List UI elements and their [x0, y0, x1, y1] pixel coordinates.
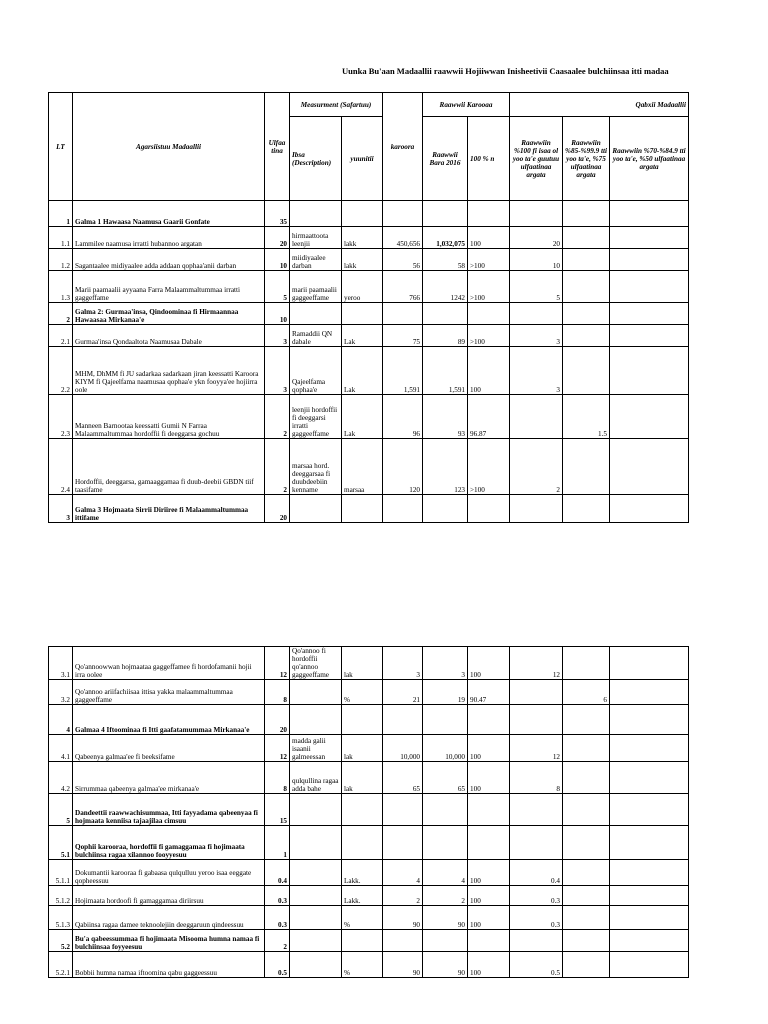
row-qabxii-70	[610, 680, 689, 705]
row-ibsa	[290, 826, 342, 860]
row-raawwii: 58	[423, 249, 468, 271]
row-dhibbeentaa	[468, 303, 510, 325]
row-agarsiistuu: Dandeettii raawwachisummaa, Itti fayyadama qabeenyaa fi hojmaata kenniisa tajaajilaa cimsuu	[73, 794, 265, 826]
row-yuunitii: marsaa	[342, 439, 383, 495]
table-row	[49, 906, 689, 930]
row-raawwii: 19	[423, 680, 468, 705]
header-yuunitii: yuunitii	[342, 117, 383, 201]
row-ulfaatina: 5	[265, 271, 290, 303]
row-qabxii-85	[563, 271, 610, 303]
row-ulfaatina: 1	[265, 826, 290, 860]
row-qabxii-70	[610, 227, 689, 249]
row-raawwii: 89	[423, 325, 468, 347]
table-row	[49, 227, 689, 249]
row-qabxii-100: 0.4	[510, 860, 563, 886]
row-qabxii-85: 6	[563, 680, 610, 705]
row-lt: 1.3	[49, 271, 73, 303]
row-qabxii-70	[610, 495, 689, 523]
row-dhibbeentaa: 90.47	[468, 680, 510, 705]
row-ulfaatina: 20	[265, 227, 290, 249]
row-karoora: 90	[383, 952, 423, 978]
row-dhibbeentaa: >100	[468, 325, 510, 347]
header-ibsa: Ibsa (Description)	[290, 117, 342, 201]
row-qabxii-100: 5	[510, 271, 563, 303]
row-agarsiistuu: Galma 2: Gurmaa'insa, Qindoominaa fi Hirmaannaa Hawaasaa Mirkanaa'e	[73, 303, 265, 325]
row-yuunitii: yeroo	[342, 271, 383, 303]
row-karoora: 120	[383, 439, 423, 495]
row-ulfaatina: 10	[265, 249, 290, 271]
section-row	[49, 705, 689, 735]
header-agarsiistuu: Agarsiistuu Madaallii	[73, 93, 265, 201]
row-yuunitii	[342, 303, 383, 325]
row-qabxii-85	[563, 325, 610, 347]
row-karoora: 21	[383, 680, 423, 705]
row-ulfaatina: 35	[265, 201, 290, 227]
row-lt: 4	[49, 705, 73, 735]
row-karoora: 56	[383, 249, 423, 271]
row-lt: 4.1	[49, 735, 73, 762]
row-raawwii: 93	[423, 395, 468, 439]
row-dhibbeentaa	[468, 794, 510, 826]
row-dhibbeentaa: 100	[468, 647, 510, 680]
row-yuunitii: Lak	[342, 347, 383, 395]
row-qabxii-70	[610, 271, 689, 303]
row-ulfaatina: 2	[265, 930, 290, 952]
table-row	[49, 271, 689, 303]
row-yuunitii: Lak	[342, 325, 383, 347]
row-agarsiistuu: Gurmaa'insa Qondaaltota Naamusaa Dabale	[73, 325, 265, 347]
row-ulfaatina: 20	[265, 705, 290, 735]
row-karoora: 65	[383, 762, 423, 794]
row-karoora: 4	[383, 860, 423, 886]
row-ibsa	[290, 952, 342, 978]
row-raawwii: 90	[423, 952, 468, 978]
row-yuunitii	[342, 794, 383, 826]
row-qabxii-70	[610, 906, 689, 930]
row-raawwii	[423, 495, 468, 523]
row-dhibbeentaa: 100	[468, 762, 510, 794]
row-qabxii-100	[510, 930, 563, 952]
row-agarsiistuu: Hojimaata hordoofi fi gamaggamaa diriirsuu	[73, 886, 265, 906]
row-qabxii-85	[563, 826, 610, 860]
row-qabxii-85	[563, 952, 610, 978]
row-karoora: 2	[383, 886, 423, 906]
row-qabxii-85	[563, 705, 610, 735]
row-dhibbeentaa	[468, 826, 510, 860]
table-row	[49, 395, 689, 439]
row-raawwii: 123	[423, 439, 468, 495]
row-ibsa: leenjii hordoffii fi deeggarsi irratti gaggeeffame	[290, 395, 342, 439]
row-ulfaatina: 20	[265, 495, 290, 523]
section-row	[49, 826, 689, 860]
score-table-bottom	[48, 646, 689, 978]
row-yuunitii: lakk	[342, 227, 383, 249]
header-qabxii-100: Raawwiin %100 fi isaa ol yoo ta'e guutuu ulfaatinaa argata	[510, 117, 563, 201]
row-karoora: 96	[383, 395, 423, 439]
row-ibsa	[290, 906, 342, 930]
row-qabxii-85	[563, 860, 610, 886]
row-yuunitii	[342, 705, 383, 735]
row-qabxii-100	[510, 395, 563, 439]
row-qabxii-70	[610, 347, 689, 395]
row-lt: 2	[49, 303, 73, 325]
row-ulfaatina: 2	[265, 395, 290, 439]
row-ibsa: marsaa hord. deeggarsaa fi duubdeebiin kenname	[290, 439, 342, 495]
row-karoora: 1,591	[383, 347, 423, 395]
row-ulfaatina: 3	[265, 347, 290, 395]
row-agarsiistuu: Bobbii humna namaa iftoomina qabu gaggeessuu	[73, 952, 265, 978]
row-raawwii	[423, 826, 468, 860]
row-ulfaatina: 15	[265, 794, 290, 826]
row-qabxii-85	[563, 762, 610, 794]
row-raawwii: 4	[423, 860, 468, 886]
row-qabxii-85	[563, 906, 610, 930]
row-ibsa: Ramaddii QN dabale	[290, 325, 342, 347]
row-dhibbeentaa: 100	[468, 347, 510, 395]
row-agarsiistuu: Manneen Barnootaa keessatti Gumii N Farraa Malaammaltummaa hordoffii fi deeggarsa gochuu	[73, 395, 265, 439]
row-raawwii	[423, 794, 468, 826]
row-raawwii	[423, 930, 468, 952]
row-qabxii-100: 20	[510, 227, 563, 249]
row-karoora	[383, 495, 423, 523]
table-row	[49, 762, 689, 794]
row-qabxii-85	[563, 303, 610, 325]
row-qabxii-70	[610, 249, 689, 271]
row-yuunitii: lak	[342, 647, 383, 680]
row-qabxii-70	[610, 860, 689, 886]
row-ibsa: Qajeelfama qophaa'e	[290, 347, 342, 395]
row-qabxii-85	[563, 794, 610, 826]
row-qabxii-100	[510, 201, 563, 227]
row-agarsiistuu: MHM, DhMM fi JU sadarkaa sadarkaan jiran keessatti Karoora KIYM fi Qajeelfama naamusaa qophaa'e ykn fooyya'ee hojiirra oole	[73, 347, 265, 395]
header-qabxii: Qabxii Madaallii	[510, 93, 689, 117]
row-qabxii-100: 0.3	[510, 906, 563, 930]
row-ibsa	[290, 680, 342, 705]
row-dhibbeentaa	[468, 705, 510, 735]
row-karoora: 75	[383, 325, 423, 347]
row-ibsa: qulqullina ragaa adda bahe	[290, 762, 342, 794]
row-qabxii-70	[610, 735, 689, 762]
row-yuunitii	[342, 495, 383, 523]
row-ibsa	[290, 303, 342, 325]
document-title: Uunka Bu'aan Madaallii raawwii Hojiiwwan Inisheetivii Caasaalee bulchiinsaa itti madaa	[342, 66, 669, 76]
row-ulfaatina: 3	[265, 325, 290, 347]
header-ulfaatina: Ulfaa tina	[265, 93, 290, 201]
row-ulfaatina: 0.3	[265, 886, 290, 906]
table-row	[49, 860, 689, 886]
row-ibsa	[290, 495, 342, 523]
row-qabxii-100: 10	[510, 249, 563, 271]
row-lt: 2.3	[49, 395, 73, 439]
header-dhibbeentaa: 100 % n	[468, 117, 510, 201]
header-karoora: karoora	[383, 93, 423, 201]
row-ibsa	[290, 794, 342, 826]
row-qabxii-100: 3	[510, 325, 563, 347]
row-qabxii-85	[563, 495, 610, 523]
row-yuunitii	[342, 826, 383, 860]
row-ibsa: marii paamaalii gaggeeffame	[290, 271, 342, 303]
row-dhibbeentaa: 96.87	[468, 395, 510, 439]
row-qabxii-85: 1.5	[563, 395, 610, 439]
row-ulfaatina: 12	[265, 647, 290, 680]
row-qabxii-70	[610, 952, 689, 978]
row-agarsiistuu: Galma 1 Hawaasa Naamusa Gaarii Gonfate	[73, 201, 265, 227]
row-karoora: 766	[383, 271, 423, 303]
row-ibsa	[290, 860, 342, 886]
row-dhibbeentaa: 100	[468, 860, 510, 886]
row-agarsiistuu: Qophii karooraa, hordoffii fi gamaggamaa fi hojimaata bulchiinsa ragaa xilannoo fooyyesuu	[73, 826, 265, 860]
row-raawwii: 10,000	[423, 735, 468, 762]
row-qabxii-85	[563, 886, 610, 906]
row-ulfaatina: 10	[265, 303, 290, 325]
section-row	[49, 201, 689, 227]
row-dhibbeentaa: 100	[468, 886, 510, 906]
row-qabxii-85	[563, 227, 610, 249]
row-qabxii-70	[610, 325, 689, 347]
row-karoora	[383, 826, 423, 860]
header-measurement: Measurment (Safartuu)	[290, 93, 383, 117]
row-qabxii-70	[610, 647, 689, 680]
row-qabxii-100	[510, 680, 563, 705]
table-row	[49, 347, 689, 395]
table-row	[49, 886, 689, 906]
row-lt: 2.1	[49, 325, 73, 347]
row-qabxii-100: 3	[510, 347, 563, 395]
row-karoora: 3	[383, 647, 423, 680]
row-qabxii-100	[510, 495, 563, 523]
row-ulfaatina: 0.3	[265, 906, 290, 930]
row-ibsa	[290, 201, 342, 227]
row-raawwii	[423, 303, 468, 325]
row-karoora: 10,000	[383, 735, 423, 762]
row-qabxii-100: 8	[510, 762, 563, 794]
row-lt: 2.4	[49, 439, 73, 495]
row-lt: 1.1	[49, 227, 73, 249]
row-karoora	[383, 201, 423, 227]
row-qabxii-85	[563, 930, 610, 952]
table-row	[49, 952, 689, 978]
row-qabxii-100	[510, 303, 563, 325]
row-dhibbeentaa	[468, 495, 510, 523]
row-raawwii: 3	[423, 647, 468, 680]
section-row	[49, 495, 689, 523]
table-row	[49, 680, 689, 705]
row-qabxii-85	[563, 201, 610, 227]
row-karoora: 90	[383, 906, 423, 930]
row-qabxii-100	[510, 794, 563, 826]
row-dhibbeentaa: 100	[468, 735, 510, 762]
row-qabxii-70	[610, 201, 689, 227]
row-lt: 5.1.1	[49, 860, 73, 886]
row-dhibbeentaa: >100	[468, 249, 510, 271]
table-row	[49, 325, 689, 347]
row-karoora	[383, 303, 423, 325]
row-yuunitii: %	[342, 952, 383, 978]
row-raawwii: 1242	[423, 271, 468, 303]
header-row-1	[49, 93, 689, 117]
row-qabxii-85	[563, 647, 610, 680]
header-lt: LT	[49, 93, 73, 201]
row-raawwii: 2	[423, 886, 468, 906]
row-ulfaatina: 8	[265, 680, 290, 705]
row-yuunitii: lak	[342, 735, 383, 762]
row-ulfaatina: 12	[265, 735, 290, 762]
row-yuunitii: Lakk.	[342, 886, 383, 906]
row-qabxii-100: 12	[510, 647, 563, 680]
row-agarsiistuu: Sirrummaa qabeenya galmaa'ee mirkanaa'e	[73, 762, 265, 794]
table-row	[49, 249, 689, 271]
row-ulfaatina: 2	[265, 439, 290, 495]
row-dhibbeentaa	[468, 930, 510, 952]
row-agarsiistuu: Marii paamaalii ayyaana Farra Malaammaltummaa irratti gaggeffame	[73, 271, 265, 303]
row-yuunitii: %	[342, 680, 383, 705]
row-lt: 3.1	[49, 647, 73, 680]
row-agarsiistuu: Lammilee naamusa irratti hubannoo argatan	[73, 227, 265, 249]
row-ulfaatina: 8	[265, 762, 290, 794]
row-lt: 5.1	[49, 826, 73, 860]
row-lt: 4.2	[49, 762, 73, 794]
row-ibsa	[290, 930, 342, 952]
row-qabxii-85	[563, 439, 610, 495]
row-qabxii-70	[610, 762, 689, 794]
row-dhibbeentaa: >100	[468, 439, 510, 495]
row-karoora	[383, 930, 423, 952]
row-raawwii: 90	[423, 906, 468, 930]
row-yuunitii: Lakk.	[342, 860, 383, 886]
table-row	[49, 439, 689, 495]
row-lt: 3	[49, 495, 73, 523]
row-ibsa: hirmaattoota leenjii	[290, 227, 342, 249]
row-yuunitii: %	[342, 906, 383, 930]
row-ibsa: Qo'annoo fi hordoffii qo'annoo gaggeeffame	[290, 647, 342, 680]
row-agarsiistuu: Dokumantii karooraa fi gabaasa qulqulluu yeroo isaa eeggate qopheessuu	[73, 860, 265, 886]
row-qabxii-70	[610, 794, 689, 826]
row-agarsiistuu: Sagantaalee midiyaalee adda addaan qophaa'anii darban	[73, 249, 265, 271]
header-qabxii-70: Raawwiin %70-%84.9 tti yoo ta'e, %50 ulfaatinaa argata	[610, 117, 689, 201]
row-dhibbeentaa: >100	[468, 271, 510, 303]
score-table-top	[48, 92, 689, 523]
row-ibsa	[290, 886, 342, 906]
row-raawwii	[423, 705, 468, 735]
row-lt: 5.1.2	[49, 886, 73, 906]
row-raawwii: 1,591	[423, 347, 468, 395]
row-lt: 5	[49, 794, 73, 826]
section-row	[49, 794, 689, 826]
row-qabxii-70	[610, 303, 689, 325]
header-qabxii-85: Raawwiin %85-%99.9 tti yoo ta'e, %75 ulfaatinaa argata	[563, 117, 610, 201]
row-raawwii	[423, 201, 468, 227]
row-lt: 5.1.3	[49, 906, 73, 930]
row-qabxii-85	[563, 249, 610, 271]
row-dhibbeentaa	[468, 201, 510, 227]
row-yuunitii	[342, 201, 383, 227]
row-yuunitii: lakk	[342, 249, 383, 271]
row-agarsiistuu: Qabeenya galmaa'ee fi beeksifame	[73, 735, 265, 762]
row-qabxii-100: 12	[510, 735, 563, 762]
row-lt: 2.2	[49, 347, 73, 395]
row-ibsa	[290, 705, 342, 735]
row-lt: 5.2	[49, 930, 73, 952]
table-row	[49, 647, 689, 680]
row-lt: 5.2.1	[49, 952, 73, 978]
row-qabxii-100	[510, 705, 563, 735]
section-row	[49, 303, 689, 325]
row-qabxii-70	[610, 826, 689, 860]
row-qabxii-70	[610, 930, 689, 952]
row-qabxii-70	[610, 705, 689, 735]
row-qabxii-70	[610, 395, 689, 439]
row-lt: 1	[49, 201, 73, 227]
row-agarsiistuu: Bu'a qabeessummaa fi hojimaata Misooma humna namaa fi bulchiinsaa foyyeesuu	[73, 930, 265, 952]
row-ibsa: madda galii isaanii galmeessan	[290, 735, 342, 762]
row-karoora	[383, 794, 423, 826]
row-dhibbeentaa: 100	[468, 952, 510, 978]
row-agarsiistuu: Galma 3 Hojmaata Sirrii Diriiree fi Malaammaltummaa ittifame	[73, 495, 265, 523]
row-yuunitii: lak	[342, 762, 383, 794]
row-ulfaatina: 0.5	[265, 952, 290, 978]
row-qabxii-70	[610, 886, 689, 906]
row-yuunitii	[342, 930, 383, 952]
row-agarsiistuu: Qabiinsa ragaa damee teknoolejiin deeggaruun qindeessuu	[73, 906, 265, 930]
section-row	[49, 930, 689, 952]
row-karoora: 450,656	[383, 227, 423, 249]
row-qabxii-85	[563, 347, 610, 395]
row-lt: 1.2	[49, 249, 73, 271]
row-agarsiistuu: Qo'annoo ariifachiisaa ittisa yakka malaammaltummaa gaggeeffame	[73, 680, 265, 705]
header-raawwii-bara: Raawwii Bara 2016	[423, 117, 468, 201]
row-qabxii-100: 2	[510, 439, 563, 495]
row-dhibbeentaa: 100	[468, 906, 510, 930]
row-qabxii-100: 0.3	[510, 886, 563, 906]
row-agarsiistuu: Qo'annoowwan hojmaataa gaggeffamee fi hordofamanii hojii irra oolee	[73, 647, 265, 680]
row-qabxii-70	[610, 439, 689, 495]
row-lt: 3.2	[49, 680, 73, 705]
row-qabxii-100: 0.5	[510, 952, 563, 978]
row-agarsiistuu: Galmaa 4 Iftoominaa fi Itti gaafatamummaa Mirkanaa'e	[73, 705, 265, 735]
row-qabxii-100	[510, 826, 563, 860]
row-qabxii-85	[563, 735, 610, 762]
row-dhibbeentaa: 100	[468, 227, 510, 249]
row-raawwii: 65	[423, 762, 468, 794]
row-raawwii: 1,032,075	[423, 227, 468, 249]
row-karoora	[383, 705, 423, 735]
row-ulfaatina: 0.4	[265, 860, 290, 886]
row-yuunitii: Lak	[342, 395, 383, 439]
row-agarsiistuu: Hordoffii, deeggarsa, gamaaggamaa fi duub-deebii GBDN tiif taasifame	[73, 439, 265, 495]
row-ibsa: miidiyaalee darban	[290, 249, 342, 271]
header-raawwii-karooraa: Raawwii Karooaa	[423, 93, 510, 117]
table-row	[49, 735, 689, 762]
